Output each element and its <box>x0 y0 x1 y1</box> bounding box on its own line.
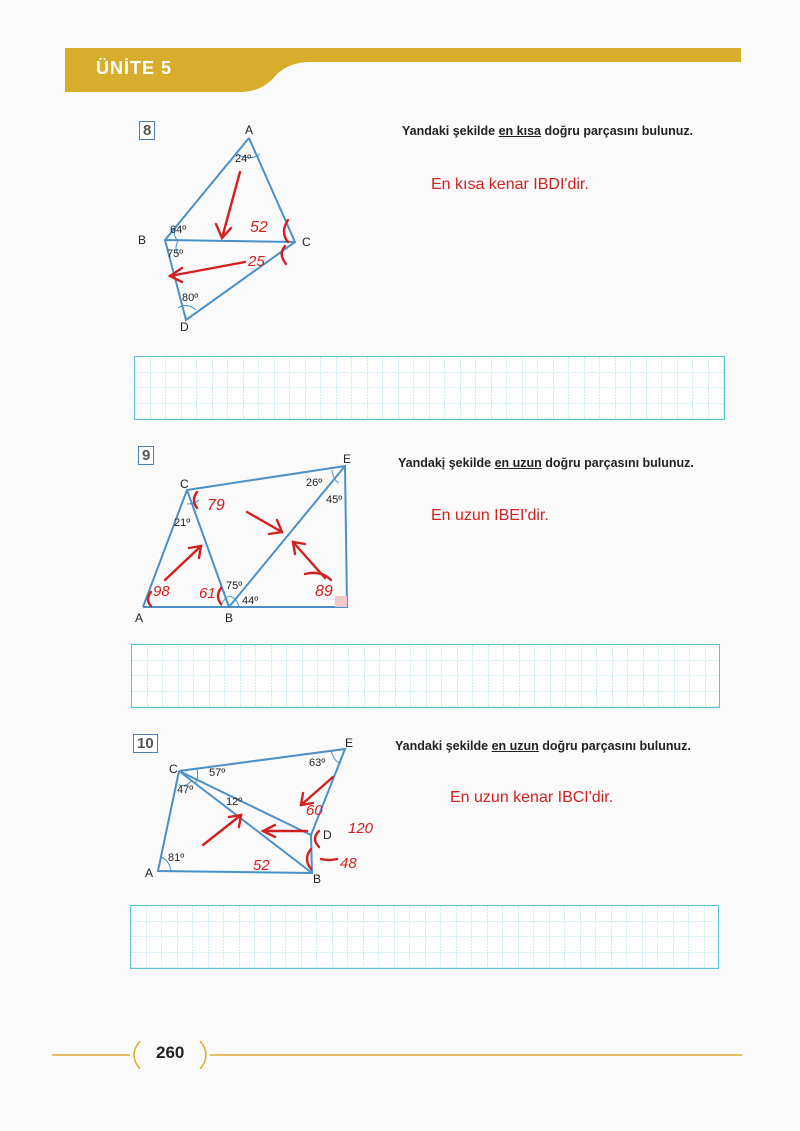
unit-title: ÜNİTE 5 <box>96 58 173 78</box>
handwritten-angle: 89 <box>315 583 333 600</box>
vertex-label-c: C <box>302 235 311 249</box>
angle-label: 64º <box>170 224 187 236</box>
angle-label: 75º <box>167 248 184 260</box>
handwritten-angle: 52 <box>250 219 268 236</box>
angle-label: 80º <box>182 292 199 304</box>
vertex-label-c: C <box>180 477 189 491</box>
page-number: 260 <box>156 1043 185 1062</box>
handwritten-angle: 48 <box>340 855 357 872</box>
handwritten-angle: 98 <box>153 583 170 600</box>
question-prompt: Yandaki şekilde en kısa doğru parçasını bulunuz. <box>402 124 694 138</box>
angle-label: 24º <box>235 153 252 165</box>
answer-grid[interactable] <box>134 356 725 420</box>
vertex-label-e: E <box>345 736 354 750</box>
question-number: 9 <box>138 446 154 465</box>
angle-label: 63º <box>309 757 326 769</box>
polygon-figure <box>125 450 360 630</box>
question-number: 8 <box>139 121 155 140</box>
vertex-label-e: E <box>343 452 352 466</box>
angle-label: 12º <box>226 796 243 808</box>
quadrilateral-figure <box>130 120 330 340</box>
answer-text: En kısa kenar IBDI'dir. <box>431 176 589 193</box>
answer-text: En uzun kenar IBCI'dir. <box>450 789 614 806</box>
vertex-label-a: A <box>245 123 254 137</box>
angle-label: 57º <box>209 767 226 779</box>
angle-label: 21º <box>174 517 191 529</box>
handwritten-angle: 60 <box>306 802 323 819</box>
angle-label: 45º <box>326 494 343 506</box>
answer-grid[interactable] <box>131 644 720 708</box>
question-number: 10 <box>133 734 158 753</box>
handwritten-angle: 25 <box>248 253 265 270</box>
angle-label: 75º <box>226 580 243 592</box>
angle-label: 47º <box>177 784 194 796</box>
angle-label: 26º <box>306 477 323 489</box>
vertex-label-a: A <box>135 611 144 625</box>
vertex-label-c: C <box>169 762 178 776</box>
vertex-label-b: B <box>313 872 322 886</box>
handwritten-angle: 61 <box>199 585 216 602</box>
handwritten-angle: 52 <box>253 857 270 874</box>
handwritten-angle: 79 <box>207 497 225 514</box>
question-prompt: Yandaki şekilde en uzun doğru parçasını bulunuz. <box>395 739 691 753</box>
angle-label: 81º <box>168 852 185 864</box>
vertex-label-b: B <box>138 233 147 247</box>
vertex-label-a: A <box>145 866 154 880</box>
polygon-figure <box>135 735 395 890</box>
handwritten-arrows <box>203 777 337 869</box>
vertex-label-d: D <box>323 828 332 842</box>
handwritten-angle: 120 <box>348 820 374 837</box>
vertex-label-d: D <box>180 320 189 334</box>
answer-grid[interactable] <box>130 905 719 969</box>
question-prompt: Yandakį şekilde en uzun doğru parçasını bulunuz. <box>398 456 694 470</box>
vertex-label-b: B <box>225 611 234 625</box>
answer-text: En uzun IBEI'dir. <box>431 507 549 524</box>
angle-label: 44º <box>242 595 259 607</box>
